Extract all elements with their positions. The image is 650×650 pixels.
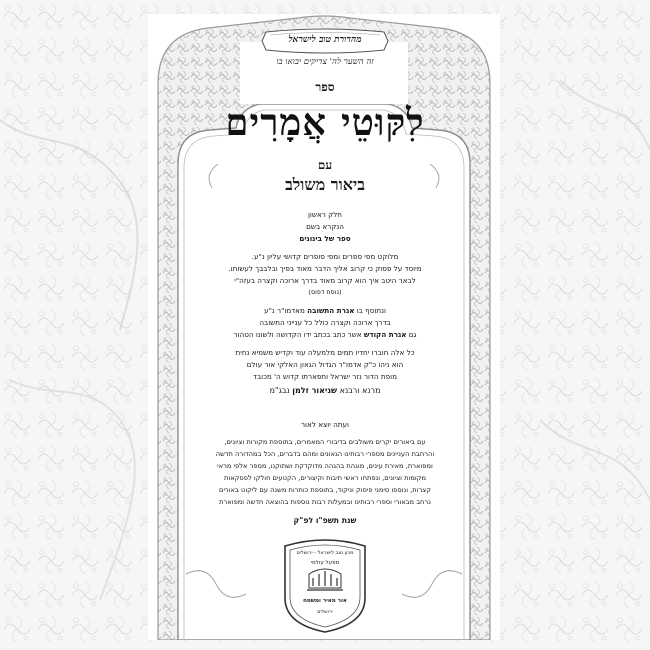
author-name-line: מרנא ורבנא שניאור זלמן נבג"מ [269,386,381,395]
intro-line: מלוקט מפי ספרים ומפי סופרים קדושי עליון נ"ע. [251,252,399,261]
book-title: לִקּוּטֵי אֲמָרִים [225,100,425,144]
addition-line: גם אגרת הקודש אשר כתב בכתב ידו הקדושה ולשונו הטהור [233,330,417,339]
author-line: הוא ניהו כ"ק אדמו"ר הגדול הגאון האלקי אור עולם [246,360,404,369]
seal-mid-text: מפעל עולמי [310,560,340,566]
author-line: מופת הדור נזר ישראל ותפארתו קדוש ה' מכובד [253,372,397,381]
publisher-seal [279,536,371,634]
description-line: והרחבת העניינים מספרי רבותינו הגאונים ומהם בדברים, הכל במהדורה חדשה [215,450,435,458]
description-line: עם ביאורים יקרים משולבים בדיבורי המאמרים, בתוספת מקורות וציונים, [224,438,426,446]
description-line: מקומות וציונים, ונפתחו ראשי תיבות וקיצורים, הקטעים חולקו לפסקאות [224,474,426,482]
seal-top-text: מכון טוב לישראל - ירושלים [296,550,354,556]
intro-line: מיוסד על פסוק כי קרוב אליך הדבר מאוד בפיך ובלבבך לעשותו. [228,264,422,273]
description-line: ומפוארת, מאירת עינים, מוגהת בהגהה מדוקדקת ושתוקנו, מספר אלפי מראי [217,462,433,470]
part-line: הנקרא בשם [306,222,344,231]
now-published: ועתה יוצא לאור [301,420,349,429]
part-line: חלק ראשון [307,210,343,219]
seal-tiny-text: ירושלים [317,610,333,615]
author-line: כל אלה חוברו יחדיו תמים מלמעלה עוד וקדיש משמיא נחית [235,348,415,357]
motto-line: זה השער לה' צדיקים יבואו בו [276,57,374,67]
addition-line: ונתוסף בו אגרת התשובה מאדמו"ר נ"ע [264,306,386,315]
commentary-title: ביאור משולב [285,175,365,194]
addition-line: בדרך ארוכה וקצרה כולל כל ענייני התשובה [259,318,391,327]
year-line: שנת תשפ"ו לפ"ק [293,516,357,525]
description-line: קצרות, ונוספו סימני פיסוק וניקוד, בתוספת כותרות משנה עם ליקוט באורים [219,486,431,494]
with-label: עם [317,158,333,172]
sefer-label: ספר [315,80,335,94]
seal-bottom-text: אור מאיר ומשמח [303,598,347,604]
description-line: נרחב מבאורי וספרי רבותינו ובמעלות רבות נוספות בהוצאה חדשה ומפוארת [219,498,431,506]
intro-line: לבאר היטב איך הוא קרוב מאוד בדרך ארוכה וקצרה בעזה"י [234,276,416,285]
part-line-bold: ספר של בינונים [299,234,351,243]
intro-note: (נוסח דפוס) [308,288,342,296]
edition-label: מהדורת טוב לישראל [288,35,362,45]
